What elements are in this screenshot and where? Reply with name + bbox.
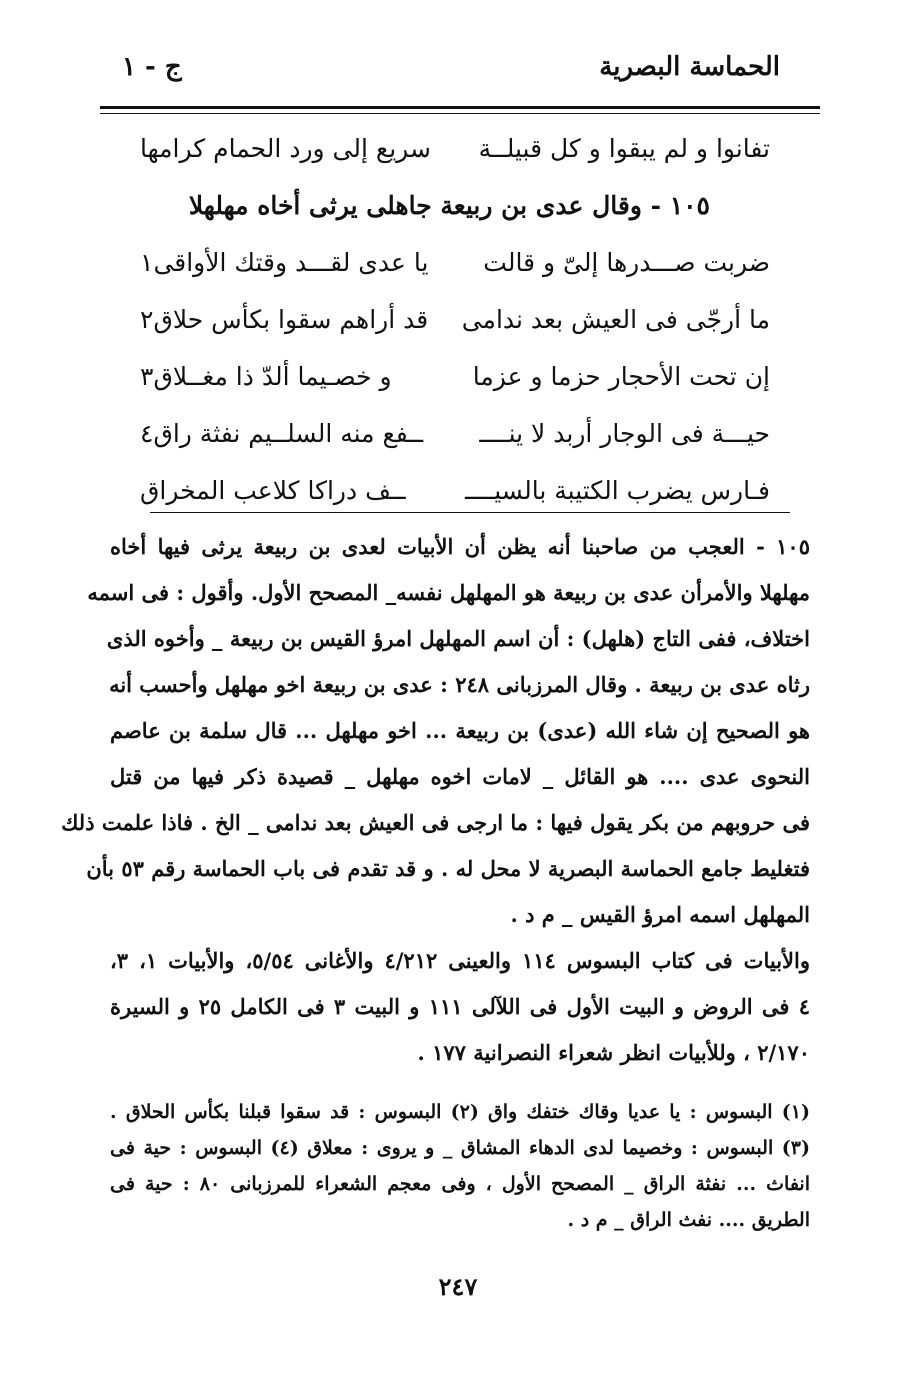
note-line: هو الصحيح إن شاء الله (عدى) بن ربيعة ... اخو مهلهل ... قال سلمة بن عاصم [110,718,810,743]
page-header [100,48,820,98]
header-rule-thick [100,106,820,109]
notes-divider [150,512,790,513]
note-line: اختلاف، ففى التاج (هلهل) : أن اسم المهلهل امرؤ القيس بن ربيعة _ وأخوه الذى [106,626,810,651]
verse-line [140,120,770,177]
page-number: ٢٤٧ [438,1272,478,1301]
verse-hemistich-right: حيـــة فى الوجار أربد لا ينــــ [479,419,770,448]
verse-line [140,234,770,291]
running-title: الحماسة البصرية [599,52,780,82]
note-line: ٢/١٧٠ ، وللأبيات انظر شعراء النصرانية ١٧٧ . [417,1040,810,1065]
verse-hemistich-right: فـارس يضرب الكتيبة بالسيــــ [464,476,770,505]
note-line: النحوى عدى .... هو القائل _ لامات اخوه مهلهل _ قصيدة ذكر فيها من قتل [110,764,810,789]
verse-hemistich-left: يا عدى لقـــد وقتك الأواقى١ [140,248,429,277]
verse-line [140,348,770,405]
note-line: والأبيات فى كتاب البسوس ١١٤ والعينى ٤/٢١٢ والأغانى ٥/٥٤، والأبيات ١، ٣، [110,948,810,973]
poem-block [140,120,770,519]
verse-hemistich-right: ضربت صـــدرها إلىّ و قالت [483,248,770,277]
note-line: مهلهلا والأمرأن عدى بن ربيعة هو المهلهل نفسه_ المصحح الأول. وأقول : فى اسمه [87,580,810,605]
footnote-line: (٣) البسوس : وخصيما لدى الدهاء المشاق _ و يروى : معلاق (٤) البسوس : حية فى [110,1137,810,1159]
note-line: فى حروبهم من بكر يقول فيها : ما ارجى فى العيش بعد ندامى _ الخ . فاذا علمت ذلك [61,810,810,835]
footnotes [110,1094,810,1238]
verse-line [140,462,770,519]
volume-number: ج - ١ [122,52,182,82]
verse-hemistich-right: ما أرجّى فى العيش بعد ندامى [461,305,770,334]
verse-hemistich-right: تفانوا و لم يبقوا و كل قبيلــة [478,134,770,163]
verse-line [140,405,770,462]
verse-hemistich-left: قد أراهم سقوا بكأس حلاق٢ [140,305,429,334]
verse-hemistich-right: إن تحت الأحجار حزما و عزما [472,362,770,391]
note-line: المهلهل اسمه امرؤ القيس _ م د . [510,902,810,927]
verse-hemistich-left: سريع إلى ورد الحمام كرامها [140,134,431,163]
footnote-line: (١) البسوس : يا عديا وقاك ختفك واق (٢) البسوس : قد سقوا قبلنا بكأس الحلاق . [110,1101,811,1123]
note-line: فتغليط جامع الحماسة البصرية لا محل له . و قد تقدم فى باب الحماسة رقم ٥٣ بأن [86,856,810,881]
note-line: ٤ فى الروض و البيت الأول فى اللآلى ١١١ و البيت ٣ فى الكامل ٢٥ و السيرة [110,994,811,1019]
note-line: ١٠٥ - العجب من صاحبنا أنه يظن أن الأبيات لعدى بن ربيعة يرثى فيها أخاه [110,534,810,559]
verse-hemistich-left: ــفع منه السلــيم نفثة راق٤ [140,419,424,448]
footnote-line: الطريق .... نفث الراق _ م د . [567,1209,810,1231]
footnote-line: انفاث ... نفثة الراق _ المصحح الأول ، وفى معجم الشعراء للمرزبانى ٨٠ : حية فى [110,1173,810,1195]
header-rule-thin [100,113,820,114]
verse-line [140,291,770,348]
verse-hemistich-left: و خصـيما ألدّ ذا مغــلاق٣ [140,362,392,391]
verse-hemistich-left: ــف دراكا كلاعب المخراق [140,476,406,505]
poem-heading [140,177,770,234]
poem-heading-text: ١٠٥ - وقال عدى بن ربيعة جاهلى يرثى أخاه مهلهلا [188,191,710,220]
commentary-notes [61,524,811,1076]
note-line: رثاه عدى بن ربيعة . وقال المرزبانى ٢٤٨ : عدى بن ربيعة اخو مهلهل وأحسب أنه [109,672,810,697]
